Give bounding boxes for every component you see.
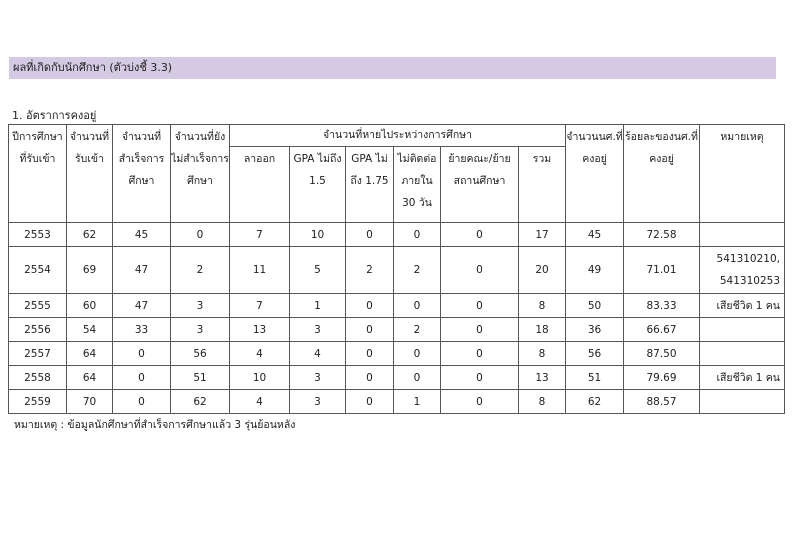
cell-total: 20	[519, 247, 566, 294]
cell-retained: 62	[566, 390, 624, 414]
cell-total: 13	[519, 366, 566, 390]
cell-total: 18	[519, 318, 566, 342]
cell-no-contact: 0	[394, 366, 441, 390]
cell-retained: 51	[566, 366, 624, 390]
cell-no-contact: 1	[394, 390, 441, 414]
cell-gpa-1-75: 0	[346, 223, 394, 247]
cell-gpa-1-75: 0	[346, 294, 394, 318]
cell-not-graduated: 0	[171, 223, 230, 247]
cell-admitted: 64	[67, 366, 113, 390]
col-header-not-graduated: จำนวนที่ยังไม่สำเร็จการศึกษา	[171, 125, 230, 223]
table-row	[9, 223, 785, 247]
cell-gpa-1-5: 1	[290, 294, 346, 318]
cell-not-graduated: 3	[171, 318, 230, 342]
cell-not-graduated: 3	[171, 294, 230, 318]
cell-graduated: 0	[113, 366, 171, 390]
cell-withdraw: 13	[230, 318, 290, 342]
cell-total: 17	[519, 223, 566, 247]
cell-gpa-1-5: 4	[290, 342, 346, 366]
cell-withdraw: 7	[230, 294, 290, 318]
cell-admitted: 70	[67, 390, 113, 414]
cell-year: 2555	[9, 294, 67, 318]
note-line: เสียชีวิต 1 คน	[716, 299, 780, 312]
cell-gpa-1-5: 3	[290, 318, 346, 342]
cell-not-graduated: 51	[171, 366, 230, 390]
cell-admitted: 60	[67, 294, 113, 318]
cell-graduated: 47	[113, 247, 171, 294]
cell-withdraw: 10	[230, 366, 290, 390]
cell-note	[700, 342, 785, 366]
footnote: หมายเหตุ : ข้อมูลนักศึกษาที่สำเร็จการศึกษาแล้ว 3 รุ่นย้อนหลัง	[14, 419, 296, 431]
cell-transfer: 0	[441, 247, 519, 294]
cell-transfer: 0	[441, 390, 519, 414]
cell-transfer: 0	[441, 366, 519, 390]
cell-graduated: 0	[113, 390, 171, 414]
cell-no-contact: 2	[394, 247, 441, 294]
cell-retained: 49	[566, 247, 624, 294]
table-row	[9, 366, 785, 390]
note-line: 541310253	[719, 275, 780, 287]
cell-no-contact: 0	[394, 342, 441, 366]
cell-transfer: 0	[441, 318, 519, 342]
cell-gpa-1-5: 3	[290, 390, 346, 414]
cell-gpa-1-75: 0	[346, 390, 394, 414]
cell-year: 2557	[9, 342, 67, 366]
table-row	[9, 294, 785, 318]
cell-note	[700, 247, 785, 294]
table-body	[9, 223, 785, 414]
note-line: 541310210,	[716, 253, 780, 265]
cell-no-contact: 0	[394, 294, 441, 318]
cell-note	[700, 294, 785, 318]
cell-total: 8	[519, 342, 566, 366]
table-row	[9, 318, 785, 342]
col-header-total: รวม	[519, 147, 566, 223]
cell-no-contact: 2	[394, 318, 441, 342]
cell-total: 8	[519, 294, 566, 318]
cell-transfer: 0	[441, 294, 519, 318]
col-header-graduated: จำนวนที่สำเร็จการศึกษา	[113, 125, 171, 223]
cell-withdraw: 7	[230, 223, 290, 247]
cell-gpa-1-5: 10	[290, 223, 346, 247]
cell-retained: 56	[566, 342, 624, 366]
table-row	[9, 390, 785, 414]
cell-withdraw: 11	[230, 247, 290, 294]
cell-year: 2553	[9, 223, 67, 247]
cell-transfer: 0	[441, 342, 519, 366]
cell-gpa-1-5: 3	[290, 366, 346, 390]
table-row	[9, 342, 785, 366]
cell-percent: 88.57	[624, 390, 700, 414]
cell-not-graduated: 56	[171, 342, 230, 366]
cell-percent: 79.69	[624, 366, 700, 390]
col-header-withdraw: ลาออก	[230, 147, 290, 223]
cell-withdraw: 4	[230, 342, 290, 366]
col-header-transfer: ย้ายคณะ/ย้ายสถานศึกษา	[441, 147, 519, 223]
cell-year: 2558	[9, 366, 67, 390]
section-title: 1. อัตราการคงอยู่	[12, 109, 97, 122]
col-header-lost-group: จำนวนที่หายไประหว่างการศึกษา	[230, 125, 566, 147]
cell-admitted: 64	[67, 342, 113, 366]
cell-not-graduated: 62	[171, 390, 230, 414]
cell-year: 2554	[9, 247, 67, 294]
cell-gpa-1-75: 0	[346, 318, 394, 342]
cell-retained: 36	[566, 318, 624, 342]
cell-no-contact: 0	[394, 223, 441, 247]
cell-gpa-1-75: 0	[346, 366, 394, 390]
cell-year: 2559	[9, 390, 67, 414]
cell-admitted: 54	[67, 318, 113, 342]
cell-transfer: 0	[441, 223, 519, 247]
col-header-note: หมายเหตุ	[700, 125, 785, 223]
cell-not-graduated: 2	[171, 247, 230, 294]
cell-percent: 87.50	[624, 342, 700, 366]
cell-gpa-1-75: 2	[346, 247, 394, 294]
cell-admitted: 62	[67, 223, 113, 247]
cell-percent: 71.01	[624, 247, 700, 294]
cell-gpa-1-75: 0	[346, 342, 394, 366]
cell-graduated: 47	[113, 294, 171, 318]
note-line: เสียชีวิต 1 คน	[716, 371, 780, 384]
cell-total: 8	[519, 390, 566, 414]
section-header-bar: ผลที่เกิดกับนักศึกษา (ตัวบ่งชี้ 3.3)	[9, 57, 776, 79]
cell-percent: 66.67	[624, 318, 700, 342]
cell-note	[700, 366, 785, 390]
col-header-gpa-1-75: GPA ไม่ถึง 1.75	[346, 147, 394, 223]
cell-note	[700, 390, 785, 414]
cell-graduated: 45	[113, 223, 171, 247]
cell-gpa-1-5: 5	[290, 247, 346, 294]
cell-retained: 45	[566, 223, 624, 247]
cell-admitted: 69	[67, 247, 113, 294]
col-header-gpa-1-5: GPA ไม่ถึง 1.5	[290, 147, 346, 223]
retention-table	[8, 124, 785, 414]
col-header-year: ปีการศึกษาที่รับเข้า	[9, 125, 67, 223]
col-header-retained: จำนวนนศ.ที่คงอยู่	[566, 125, 624, 223]
cell-percent: 72.58	[624, 223, 700, 247]
cell-year: 2556	[9, 318, 67, 342]
cell-withdraw: 4	[230, 390, 290, 414]
cell-percent: 83.33	[624, 294, 700, 318]
cell-retained: 50	[566, 294, 624, 318]
table-row	[9, 247, 785, 294]
cell-note	[700, 318, 785, 342]
cell-note	[700, 223, 785, 247]
col-header-admitted: จำนวนที่รับเข้า	[67, 125, 113, 223]
cell-graduated: 0	[113, 342, 171, 366]
col-header-percent: ร้อยละของนศ.ที่คงอยู่	[624, 125, 700, 223]
col-header-no-contact: ไม่ติดต่อภายใน 30 วัน	[394, 147, 441, 223]
cell-graduated: 33	[113, 318, 171, 342]
